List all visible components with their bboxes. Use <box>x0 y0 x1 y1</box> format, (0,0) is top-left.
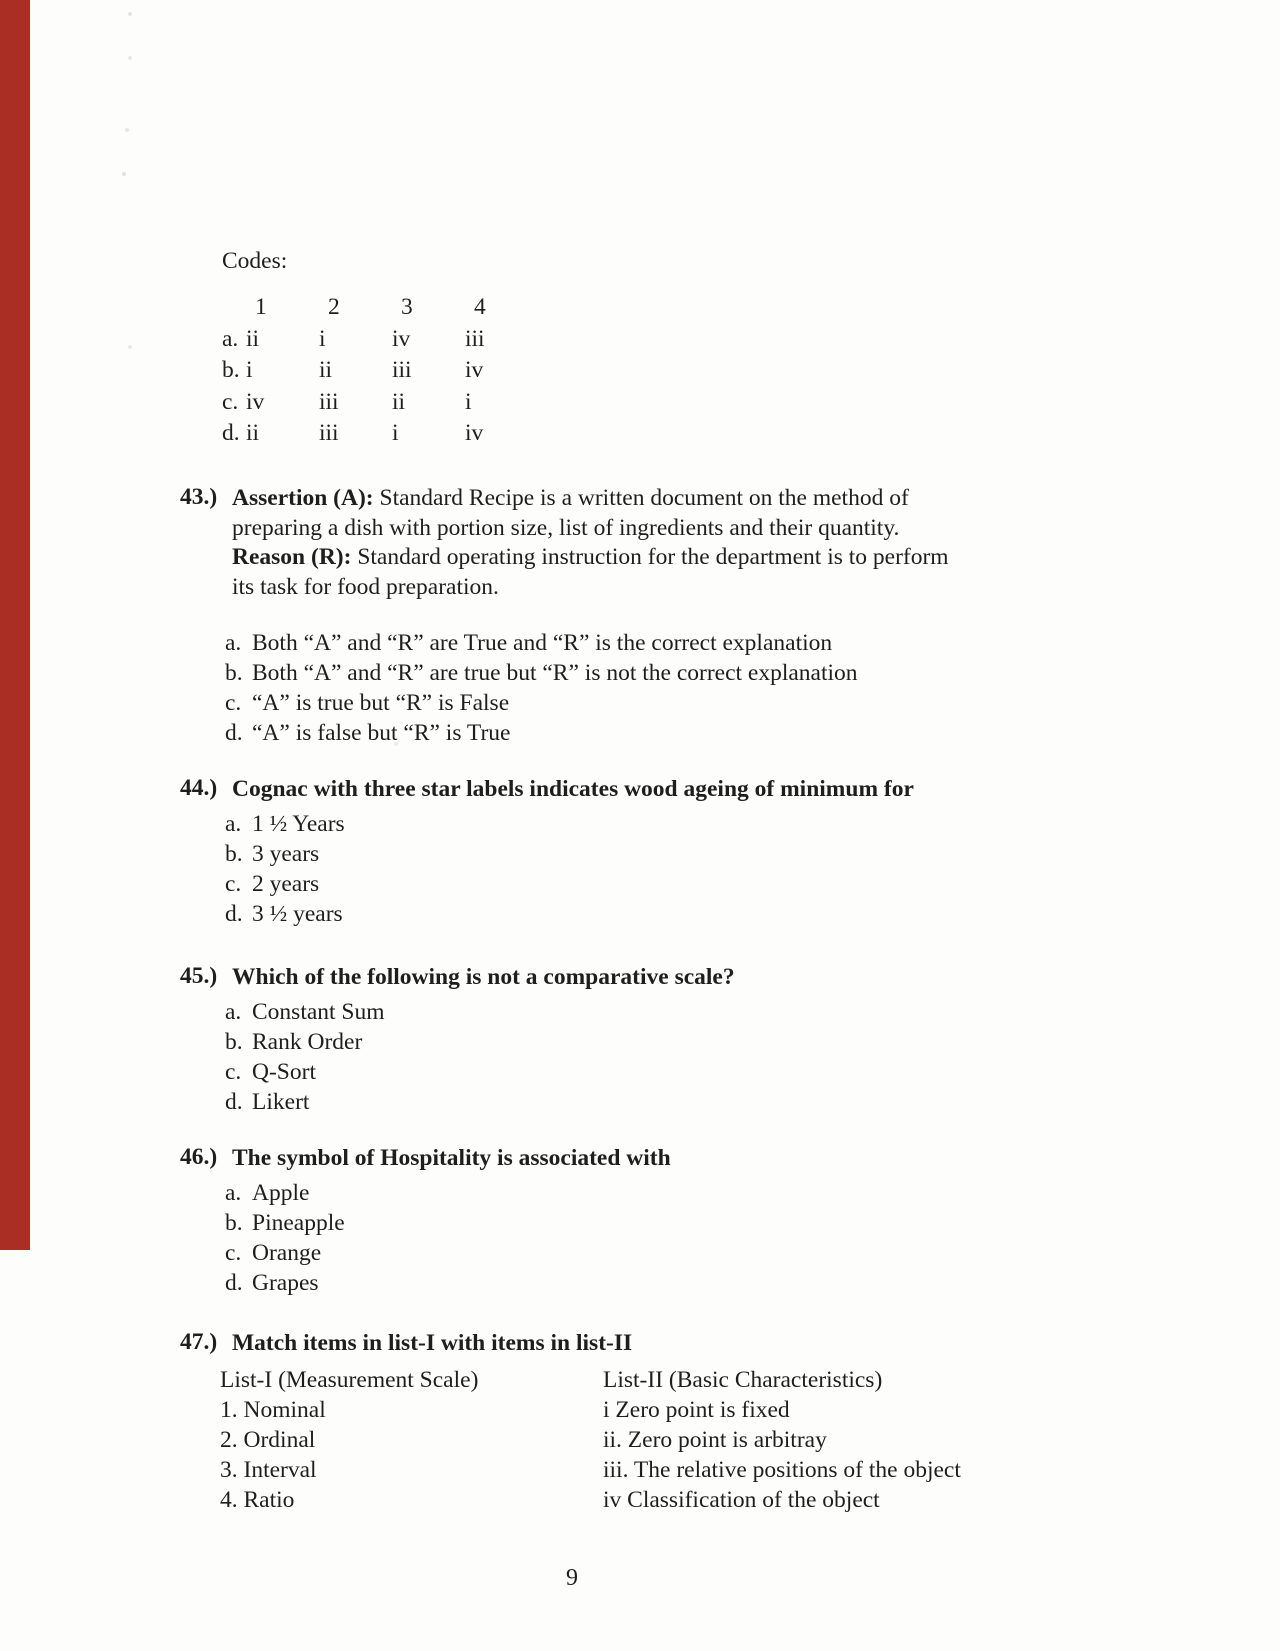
option-row <box>225 809 1028 839</box>
option-letter: d. <box>225 1269 243 1296</box>
option-row <box>225 1208 1028 1238</box>
codes-row-letter: c. <box>222 388 239 415</box>
stem-text: Standard operating instruction for the department is to perform <box>351 544 949 571</box>
codes-cell: iv <box>246 388 265 415</box>
option-row <box>225 1087 1028 1117</box>
option-letter: b. <box>225 1209 243 1236</box>
codes-row-letter: a. <box>222 325 239 352</box>
codes-cell: iii <box>319 420 339 446</box>
option-letter: a. <box>225 998 242 1025</box>
option-text: “A” is true but “R” is False <box>252 690 510 717</box>
codes-cell: iii <box>392 357 412 383</box>
question-stem <box>232 1329 1028 1359</box>
codes-row <box>222 387 538 419</box>
option-text: Apple <box>252 1179 310 1206</box>
codes-cell: i <box>465 388 472 415</box>
question-44 <box>180 775 1028 929</box>
match-header-row <box>220 1365 1028 1395</box>
question-stem <box>232 484 1028 602</box>
question-number: 44.) <box>180 775 218 801</box>
codes-cell: iv <box>465 420 484 446</box>
scan-edge-stripe <box>0 0 30 1250</box>
option-letter: c. <box>225 1239 242 1266</box>
option-letter: d. <box>225 1088 243 1115</box>
match-row <box>220 1395 1028 1425</box>
question-options <box>225 997 1028 1117</box>
question-options <box>225 809 1028 929</box>
question-number: 46.) <box>180 1144 218 1170</box>
option-text: Pineapple <box>252 1209 345 1236</box>
option-text: Grapes <box>252 1269 319 1296</box>
option-text: Constant Sum <box>252 998 385 1025</box>
codes-row <box>222 418 538 450</box>
codes-cell: iii <box>319 388 339 415</box>
codes-cell: ii <box>246 420 260 446</box>
option-text: 3 ½ years <box>252 900 343 927</box>
question-options <box>225 1178 1028 1298</box>
codes-cell: iv <box>392 325 411 352</box>
option-row <box>225 1238 1028 1268</box>
list-i-item: 3. Interval <box>220 1456 317 1483</box>
option-text: “A” is false but “R” is True <box>252 720 511 747</box>
question-46 <box>180 1144 1028 1298</box>
match-row <box>220 1455 1028 1485</box>
option-letter: d. <box>225 720 243 747</box>
stem-text: Reason (R): <box>232 544 352 571</box>
option-row <box>225 628 1028 658</box>
list-ii-item: i Zero point is fixed <box>603 1396 790 1423</box>
option-row <box>225 1057 1028 1087</box>
question-45 <box>180 963 1028 1117</box>
option-row <box>225 1027 1028 1057</box>
option-text: 2 years <box>252 870 320 897</box>
option-text: Rank Order <box>252 1028 363 1055</box>
option-letter: a. <box>225 630 242 657</box>
question-number: 43.) <box>180 484 218 510</box>
list-ii-column-header: List-II (Basic Characteristics) <box>603 1366 883 1393</box>
option-row <box>225 658 1028 688</box>
codes-cell: ii <box>392 388 406 415</box>
option-row <box>225 869 1028 899</box>
option-text: Likert <box>252 1088 310 1115</box>
match-row <box>220 1425 1028 1455</box>
option-letter: c. <box>225 690 242 717</box>
option-row <box>225 997 1028 1027</box>
option-letter: b. <box>225 840 243 867</box>
stem-text: its task for food preparation. <box>232 573 499 600</box>
option-text: Both “A” and “R” are true but “R” is not the correct explanation <box>252 660 858 687</box>
codes-cell: iii <box>465 325 485 352</box>
stem-text: preparing a dish with portion size, list of ingredients and their quantity. <box>232 514 900 541</box>
question-number: 45.) <box>180 963 218 989</box>
codes-header-row <box>222 292 538 324</box>
option-text: 3 years <box>252 840 320 867</box>
list-ii-item: ii. Zero point is arbitray <box>603 1426 827 1453</box>
scan-specks <box>128 12 132 16</box>
question-options <box>225 628 1028 748</box>
option-letter: c. <box>225 870 242 897</box>
stem-text: The symbol of Hospitality is associated with <box>232 1145 671 1171</box>
question-number: 47.) <box>180 1329 218 1355</box>
list-ii-item: iii. The relative positions of the object <box>603 1456 961 1483</box>
option-row <box>225 1268 1028 1298</box>
list-i-column-header: List-I (Measurement Scale) <box>220 1366 479 1393</box>
question-stem <box>232 1144 1028 1174</box>
stem-text: Cognac with three star labels indicates wood ageing of minimum for <box>232 776 914 802</box>
codes-column-header: 4 <box>474 294 486 320</box>
codes-cell: ii <box>319 357 333 383</box>
option-letter: b. <box>225 1028 243 1055</box>
option-letter: a. <box>225 1179 242 1206</box>
match-row <box>220 1485 1028 1515</box>
option-text: 1 ½ Years <box>252 810 345 837</box>
codes-cell: i <box>246 357 253 383</box>
option-text: Q-Sort <box>252 1058 316 1085</box>
codes-label: Codes: <box>222 248 288 274</box>
option-letter: b. <box>225 660 243 687</box>
option-row <box>225 1178 1028 1208</box>
stem-text: Standard Recipe is a written document on the method of <box>373 485 909 511</box>
stem-text: Assertion (A): <box>232 485 374 511</box>
question-47 <box>180 1329 1028 1515</box>
option-row <box>225 899 1028 929</box>
codes-column-header: 1 <box>255 294 267 320</box>
question-stem <box>232 963 1028 993</box>
option-text: Orange <box>252 1239 322 1266</box>
option-row <box>225 839 1028 869</box>
stem-text: Which of the following is not a comparative scale? <box>232 964 735 990</box>
codes-row <box>222 355 538 387</box>
option-row <box>225 688 1028 718</box>
question-43 <box>180 484 1028 748</box>
option-letter: d. <box>225 900 243 927</box>
codes-column-header: 2 <box>328 294 340 320</box>
page-number: 9 <box>566 1565 578 1591</box>
codes-block <box>222 247 538 450</box>
option-row <box>225 718 1028 748</box>
stem-text: Match items in list-I with items in list-II <box>232 1330 633 1356</box>
list-i-item: 2. Ordinal <box>220 1426 316 1453</box>
codes-row <box>222 324 538 356</box>
question-stem <box>232 775 1028 805</box>
match-table <box>220 1365 1028 1515</box>
codes-row-letter: d. <box>222 420 240 446</box>
codes-cell: i <box>392 420 399 446</box>
list-i-item: 4. Ratio <box>220 1486 295 1513</box>
codes-row-letter: b. <box>222 357 240 383</box>
codes-column-header: 3 <box>401 294 413 320</box>
codes-rows <box>222 324 538 450</box>
option-letter: a. <box>225 810 242 837</box>
codes-cell: i <box>319 325 326 352</box>
codes-cell: ii <box>246 325 260 352</box>
list-ii-item: iv Classification of the object <box>603 1486 880 1513</box>
option-text: Both “A” and “R” are True and “R” is the correct explanation <box>252 630 833 657</box>
codes-cell: iv <box>465 357 484 383</box>
list-i-item: 1. Nominal <box>220 1396 326 1423</box>
option-letter: c. <box>225 1058 242 1085</box>
